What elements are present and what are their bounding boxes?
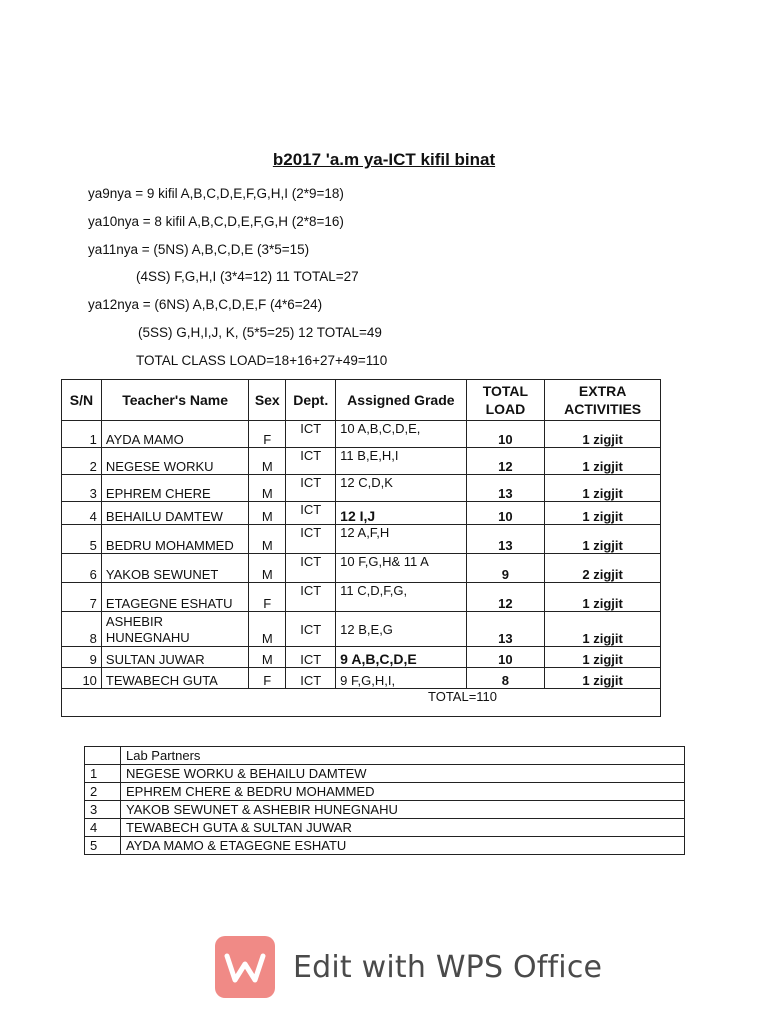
summary-line-grade11-ss: (4SS) F,G,H,I (3*4=12) 11 TOTAL=27 (136, 269, 359, 284)
total-cell: TOTAL=110 (62, 689, 661, 717)
cell-load: 13 (466, 475, 545, 502)
cell-sn: 6 (62, 554, 102, 583)
cell-grade: 10 F,G,H& 11 A (336, 554, 466, 583)
cell-grade: 12 A,F,H (336, 525, 466, 554)
lab-row (85, 783, 685, 801)
summary-line-grade10: ya10nya = 8 kifil A,B,C,D,E,F,G,H (2*8=16) (88, 214, 344, 229)
table-row (62, 525, 661, 554)
cell-extra: 1 zigjit (545, 612, 661, 647)
summary-line-total-load: TOTAL CLASS LOAD=18+16+27+49=110 (136, 353, 388, 368)
lab-row-pair: TEWABECH GUTA & SULTAN JUWAR (121, 819, 685, 837)
cell-dept: ICT (286, 668, 336, 689)
cell-load: 8 (466, 668, 545, 689)
lab-row-number: 2 (85, 783, 121, 801)
table-header-row (62, 380, 661, 421)
cell-sex: M (249, 647, 286, 668)
page-title: b2017 'a.m ya-ICT kifil binat (272, 150, 496, 169)
lab-row (85, 837, 685, 855)
cell-sn: 8 (62, 612, 102, 647)
cell-load: 9 (466, 554, 545, 583)
cell-grade: 9 A,B,C,D,E (336, 647, 466, 668)
cell-dept: ICT (286, 583, 336, 612)
cell-sn: 9 (62, 647, 102, 668)
cell-sex: M (249, 502, 286, 525)
cell-name: ETAGEGNE ESHATU (101, 583, 248, 612)
header-total-load: TOTAL LOAD (466, 380, 545, 421)
table-row (62, 502, 661, 525)
cell-sn: 5 (62, 525, 102, 554)
cell-name: ASHEBIR HUNEGNAHU (101, 612, 248, 647)
lab-row (85, 801, 685, 819)
wps-logo-icon (215, 936, 275, 998)
cell-load: 10 (466, 421, 545, 448)
cell-dept: ICT (286, 502, 336, 525)
cell-name: AYDA MAMO (101, 421, 248, 448)
cell-sex: F (249, 421, 286, 448)
lab-row-number: 3 (85, 801, 121, 819)
cell-name: TEWABECH GUTA (101, 668, 248, 689)
cell-name: NEGESE WORKU (101, 448, 248, 475)
cell-sn: 2 (62, 448, 102, 475)
cell-dept: ICT (286, 525, 336, 554)
cell-dept: ICT (286, 612, 336, 647)
cell-extra: 1 zigjit (545, 448, 661, 475)
cell-name: EPHREM CHERE (101, 475, 248, 502)
table-row (62, 554, 661, 583)
header-extra-activities: EXTRA ACTIVITIES (545, 380, 661, 421)
cell-load: 13 (466, 612, 545, 647)
table-row (62, 647, 661, 668)
cell-dept: ICT (286, 475, 336, 502)
cell-load: 12 (466, 583, 545, 612)
cell-sex: M (249, 525, 286, 554)
cell-sex: F (249, 668, 286, 689)
cell-extra: 1 zigjit (545, 668, 661, 689)
table-row (62, 583, 661, 612)
table-row (62, 448, 661, 475)
lab-header-title: Lab Partners (121, 747, 685, 765)
lab-row-pair: YAKOB SEWUNET & ASHEBIR HUNEGNAHU (121, 801, 685, 819)
summary-line-grade12-ss: (5SS) G,H,I,J, K, (5*5=25) 12 TOTAL=49 (138, 325, 382, 340)
cell-dept: ICT (286, 448, 336, 475)
cell-grade: 9 F,G,H,I, (336, 668, 466, 689)
table-row (62, 421, 661, 448)
summary-line-grade12-ns: ya12nya = (6NS) A,B,C,D,E,F (4*6=24) (88, 297, 323, 312)
cell-extra: 1 zigjit (545, 421, 661, 448)
lab-row-number: 4 (85, 819, 121, 837)
cell-load: 12 (466, 448, 545, 475)
lab-row-pair: NEGESE WORKU & BEHAILU DAMTEW (121, 765, 685, 783)
cell-grade: 11 C,D,F,G, (336, 583, 466, 612)
cell-extra: 1 zigjit (545, 475, 661, 502)
cell-load: 10 (466, 647, 545, 668)
lab-partners-table (84, 746, 685, 855)
header-teacher-name: Teacher's Name (101, 380, 248, 421)
cell-name: BEDRU MOHAMMED (101, 525, 248, 554)
cell-sex: M (249, 448, 286, 475)
cell-sex: M (249, 554, 286, 583)
cell-extra: 1 zigjit (545, 525, 661, 554)
cell-dept: ICT (286, 421, 336, 448)
cell-name: SULTAN JUWAR (101, 647, 248, 668)
table-total-row (62, 689, 661, 717)
cell-sex: F (249, 583, 286, 612)
lab-row-pair: EPHREM CHERE & BEDRU MOHAMMED (121, 783, 685, 801)
teacher-load-table (61, 379, 661, 717)
cell-name: BEHAILU DAMTEW (101, 502, 248, 525)
table-row (62, 475, 661, 502)
cell-load: 13 (466, 525, 545, 554)
cell-grade: 12 C,D,K (336, 475, 466, 502)
lab-row-pair: AYDA MAMO & ETAGEGNE ESHATU (121, 837, 685, 855)
wps-edit-label: Edit with WPS Office (293, 949, 603, 985)
cell-sn: 4 (62, 502, 102, 525)
header-dept: Dept. (286, 380, 336, 421)
header-sn: S/N (62, 380, 102, 421)
table-row (62, 668, 661, 689)
cell-extra: 1 zigjit (545, 502, 661, 525)
summary-line-grade11-ns: ya11nya = (5NS) A,B,C,D,E (3*5=15) (88, 242, 310, 257)
cell-sn: 1 (62, 421, 102, 448)
cell-dept: ICT (286, 554, 336, 583)
cell-extra: 2 zigjit (545, 554, 661, 583)
cell-grade: 10 A,B,C,D,E, (336, 421, 466, 448)
header-assigned-grade: Assigned Grade (336, 380, 466, 421)
cell-sex: M (249, 475, 286, 502)
lab-header-number (85, 747, 121, 765)
lab-row (85, 765, 685, 783)
header-sex: Sex (249, 380, 286, 421)
table-row (62, 612, 661, 647)
summary-line-grade9: ya9nya = 9 kifil A,B,C,D,E,F,G,H,I (2*9=18) (88, 186, 344, 201)
lab-row (85, 819, 685, 837)
cell-extra: 1 zigjit (545, 647, 661, 668)
cell-grade: 12 B,E,G (336, 612, 466, 647)
cell-grade: 12 I,J (336, 502, 466, 525)
cell-sn: 3 (62, 475, 102, 502)
cell-grade: 11 B,E,H,I (336, 448, 466, 475)
lab-row-number: 1 (85, 765, 121, 783)
cell-extra: 1 zigjit (545, 583, 661, 612)
cell-name: YAKOB SEWUNET (101, 554, 248, 583)
cell-sex: M (249, 612, 286, 647)
lab-row-number: 5 (85, 837, 121, 855)
lab-header-row (85, 747, 685, 765)
wps-watermark[interactable] (215, 936, 602, 998)
cell-sn: 7 (62, 583, 102, 612)
cell-load: 10 (466, 502, 545, 525)
cell-dept: ICT (286, 647, 336, 668)
cell-sn: 10 (62, 668, 102, 689)
